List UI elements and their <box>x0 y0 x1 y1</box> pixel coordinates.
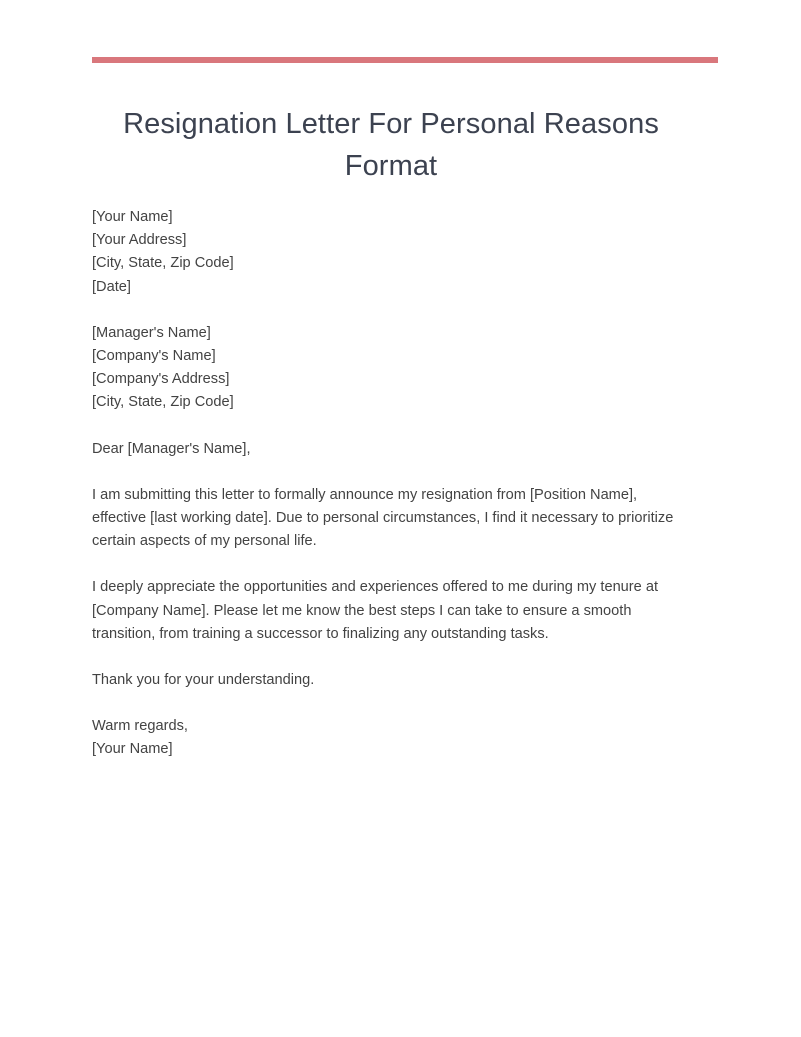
recipient-manager-name: [Manager's Name] <box>92 324 211 341</box>
sender-city-state-zip: [City, State, Zip Code] <box>92 255 234 272</box>
page-title-line-2: Format <box>344 150 438 182</box>
closing-salutation: Warm regards, <box>92 718 188 735</box>
recipient-address-block <box>92 322 692 415</box>
sender-address-block <box>92 206 692 299</box>
recipient-company-name: [Company's Name] <box>92 348 216 365</box>
header-accent-bar <box>92 57 718 63</box>
closing-block <box>92 715 692 761</box>
recipient-city-state-zip: [City, State, Zip Code] <box>92 394 234 411</box>
sender-address: [Your Address] <box>92 232 187 249</box>
page-title <box>92 103 690 187</box>
letter-date: [Date] <box>92 278 131 295</box>
signature-name: [Your Name] <box>92 741 173 758</box>
page-title-line-1: Resignation Letter For Personal Reasons <box>123 108 659 140</box>
salutation: Dear [Manager's Name], <box>92 440 251 457</box>
body-paragraph-3: Thank you for your understanding. <box>92 672 315 689</box>
recipient-company-address: [Company's Address] <box>92 371 230 388</box>
body-paragraph-1: I am submitting this letter to formally announce my resignation from [Position Name], effective [last working date]. Due to personal circumstances, I find it necessary to prioritize certain aspects of my personal life. <box>92 486 674 550</box>
body-paragraph-2: I deeply appreciate the opportunities and experiences offered to me during my tenure at [Company Name]. Please let me know the best steps I can take to ensure a smooth transition, from training a successor to finalizing any outstanding tasks. <box>92 579 658 642</box>
letter-body <box>92 206 692 762</box>
sender-name: [Your Name] <box>92 209 173 225</box>
